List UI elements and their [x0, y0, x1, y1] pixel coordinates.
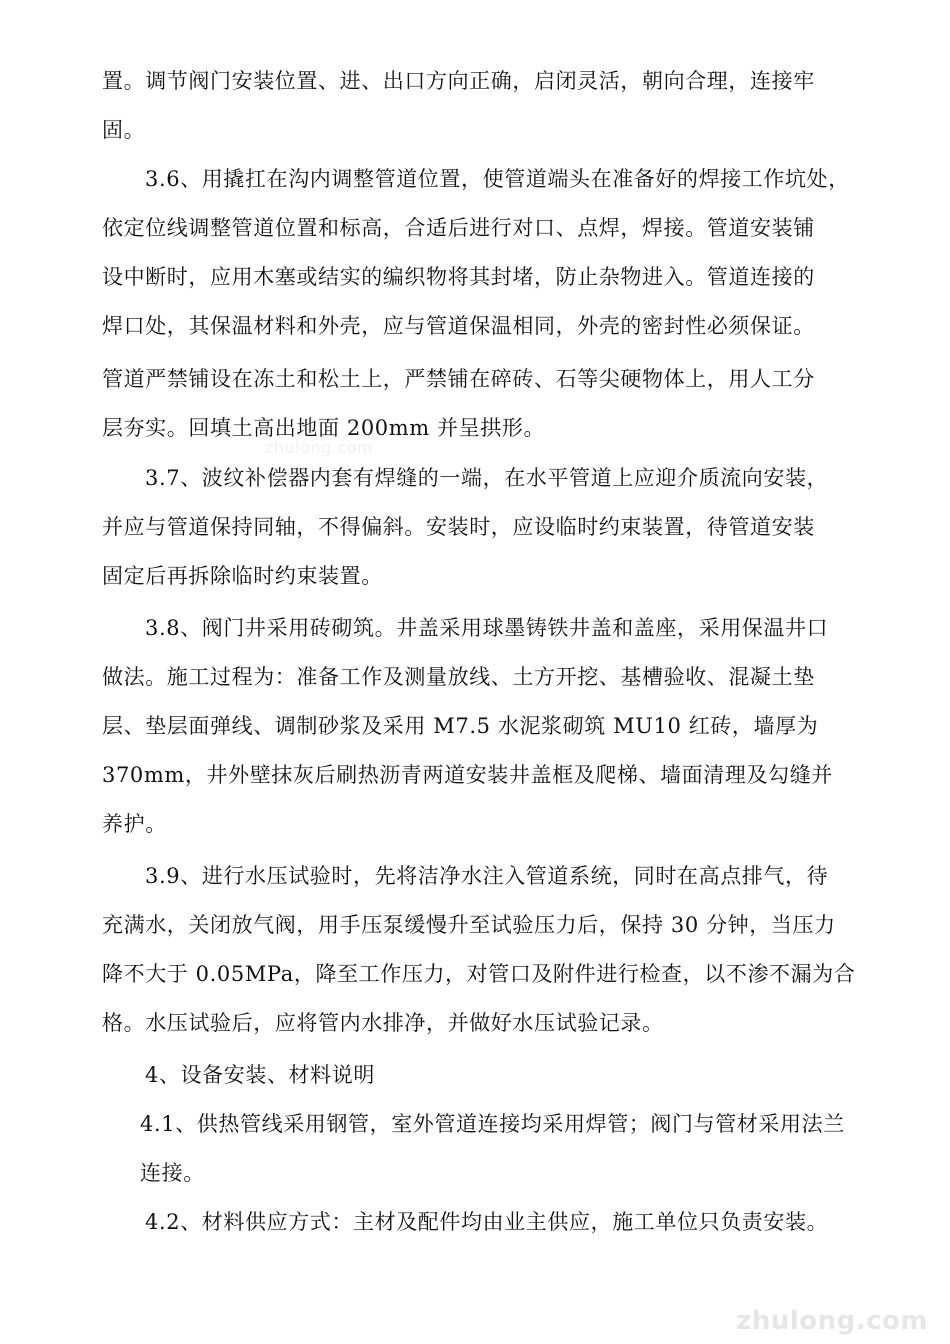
text-line: 固定后再拆除临时约束装置。 [102, 564, 383, 588]
text-line: 3.7、波纹补偿器内套有焊缝的一端，在水平管道上应迎介质流向安装， [145, 466, 829, 490]
text-line: 层、垫层面弹线、调制砂浆及采用 M7.5 水泥浆砌筑 MU10 红砖，墙厚为 [102, 714, 819, 738]
text-line: 设中断时，应用木塞或结实的编织物将其封堵，防止杂物进入。管道连接的 [102, 265, 815, 289]
text-line: 养护。 [102, 812, 167, 836]
text-line: 3.9、进行水压试验时，先将洁净水注入管道系统，同时在高点排气，待 [145, 864, 829, 888]
section-heading: 4、设备安装、材料说明 [145, 1063, 375, 1087]
text-line: 4.1、供热管线采用钢管，室外管道连接均采用焊管；阀门与管材采用法兰 [140, 1112, 845, 1136]
text-line: 3.8、阀门井采用砖砌筑。井盖采用球墨铸铁井盖和盖座，采用保温井口 [145, 616, 829, 640]
watermark: zhulong.com [265, 438, 373, 457]
text-line: 并应与管道保持同轴，不得偏斜。安装时，应设临时约束装置，待管道安装 [102, 515, 815, 539]
text-line: 依定位线调整管道位置和标高，合适后进行对口、点焊，焊接。管道安装铺 [102, 216, 815, 240]
text-line: 做法。施工过程为：准备工作及测量放线、土方开挖、基槽验收、混凝土垫 [102, 665, 815, 689]
text-line: 370mm，井外壁抹灰后刷热沥青两道安装井盖框及爬梯、墙面清理及勾缝并 [102, 763, 833, 787]
text-line: 固。 [102, 118, 146, 142]
text-line: 置。调节阀门安装位置、进、出口方向正确，启闭灵活，朝向合理，连接牢 [102, 69, 815, 93]
text-line: 降不大于 0.05MPa，降至工作压力，对管口及附件进行检查，以不渗不漏为合 [102, 962, 856, 986]
text-line: 格。水压试验后，应将管内水排净，并做好水压试验记录。 [102, 1011, 664, 1035]
text-line: 连接。 [140, 1161, 205, 1185]
text-line: 3.6、用撬扛在沟内调整管道位置，使管道端头在准备好的焊接工作坑处， [145, 167, 850, 191]
watermark-logo: zhulong.com [736, 1306, 928, 1336]
text-line: 层夯实。回填土高出地面 200mm 并呈拱形。 [102, 416, 546, 440]
text-line: 4.2、材料供应方式：主材及配件均由业主供应，施工单位只负责安装。 [145, 1210, 829, 1234]
text-line: 焊口处，其保温材料和外壳，应与管道保温相同，外壳的密封性必须保证。 [102, 314, 815, 338]
text-line: 充满水，关闭放气阀，用手压泵缓慢升至试验压力后，保持 30 分钟，当压力 [102, 913, 836, 937]
text-line: 管道严禁铺设在冻土和松土上，严禁铺在碎砖、石等尖硬物体上，用人工分 [102, 367, 815, 391]
